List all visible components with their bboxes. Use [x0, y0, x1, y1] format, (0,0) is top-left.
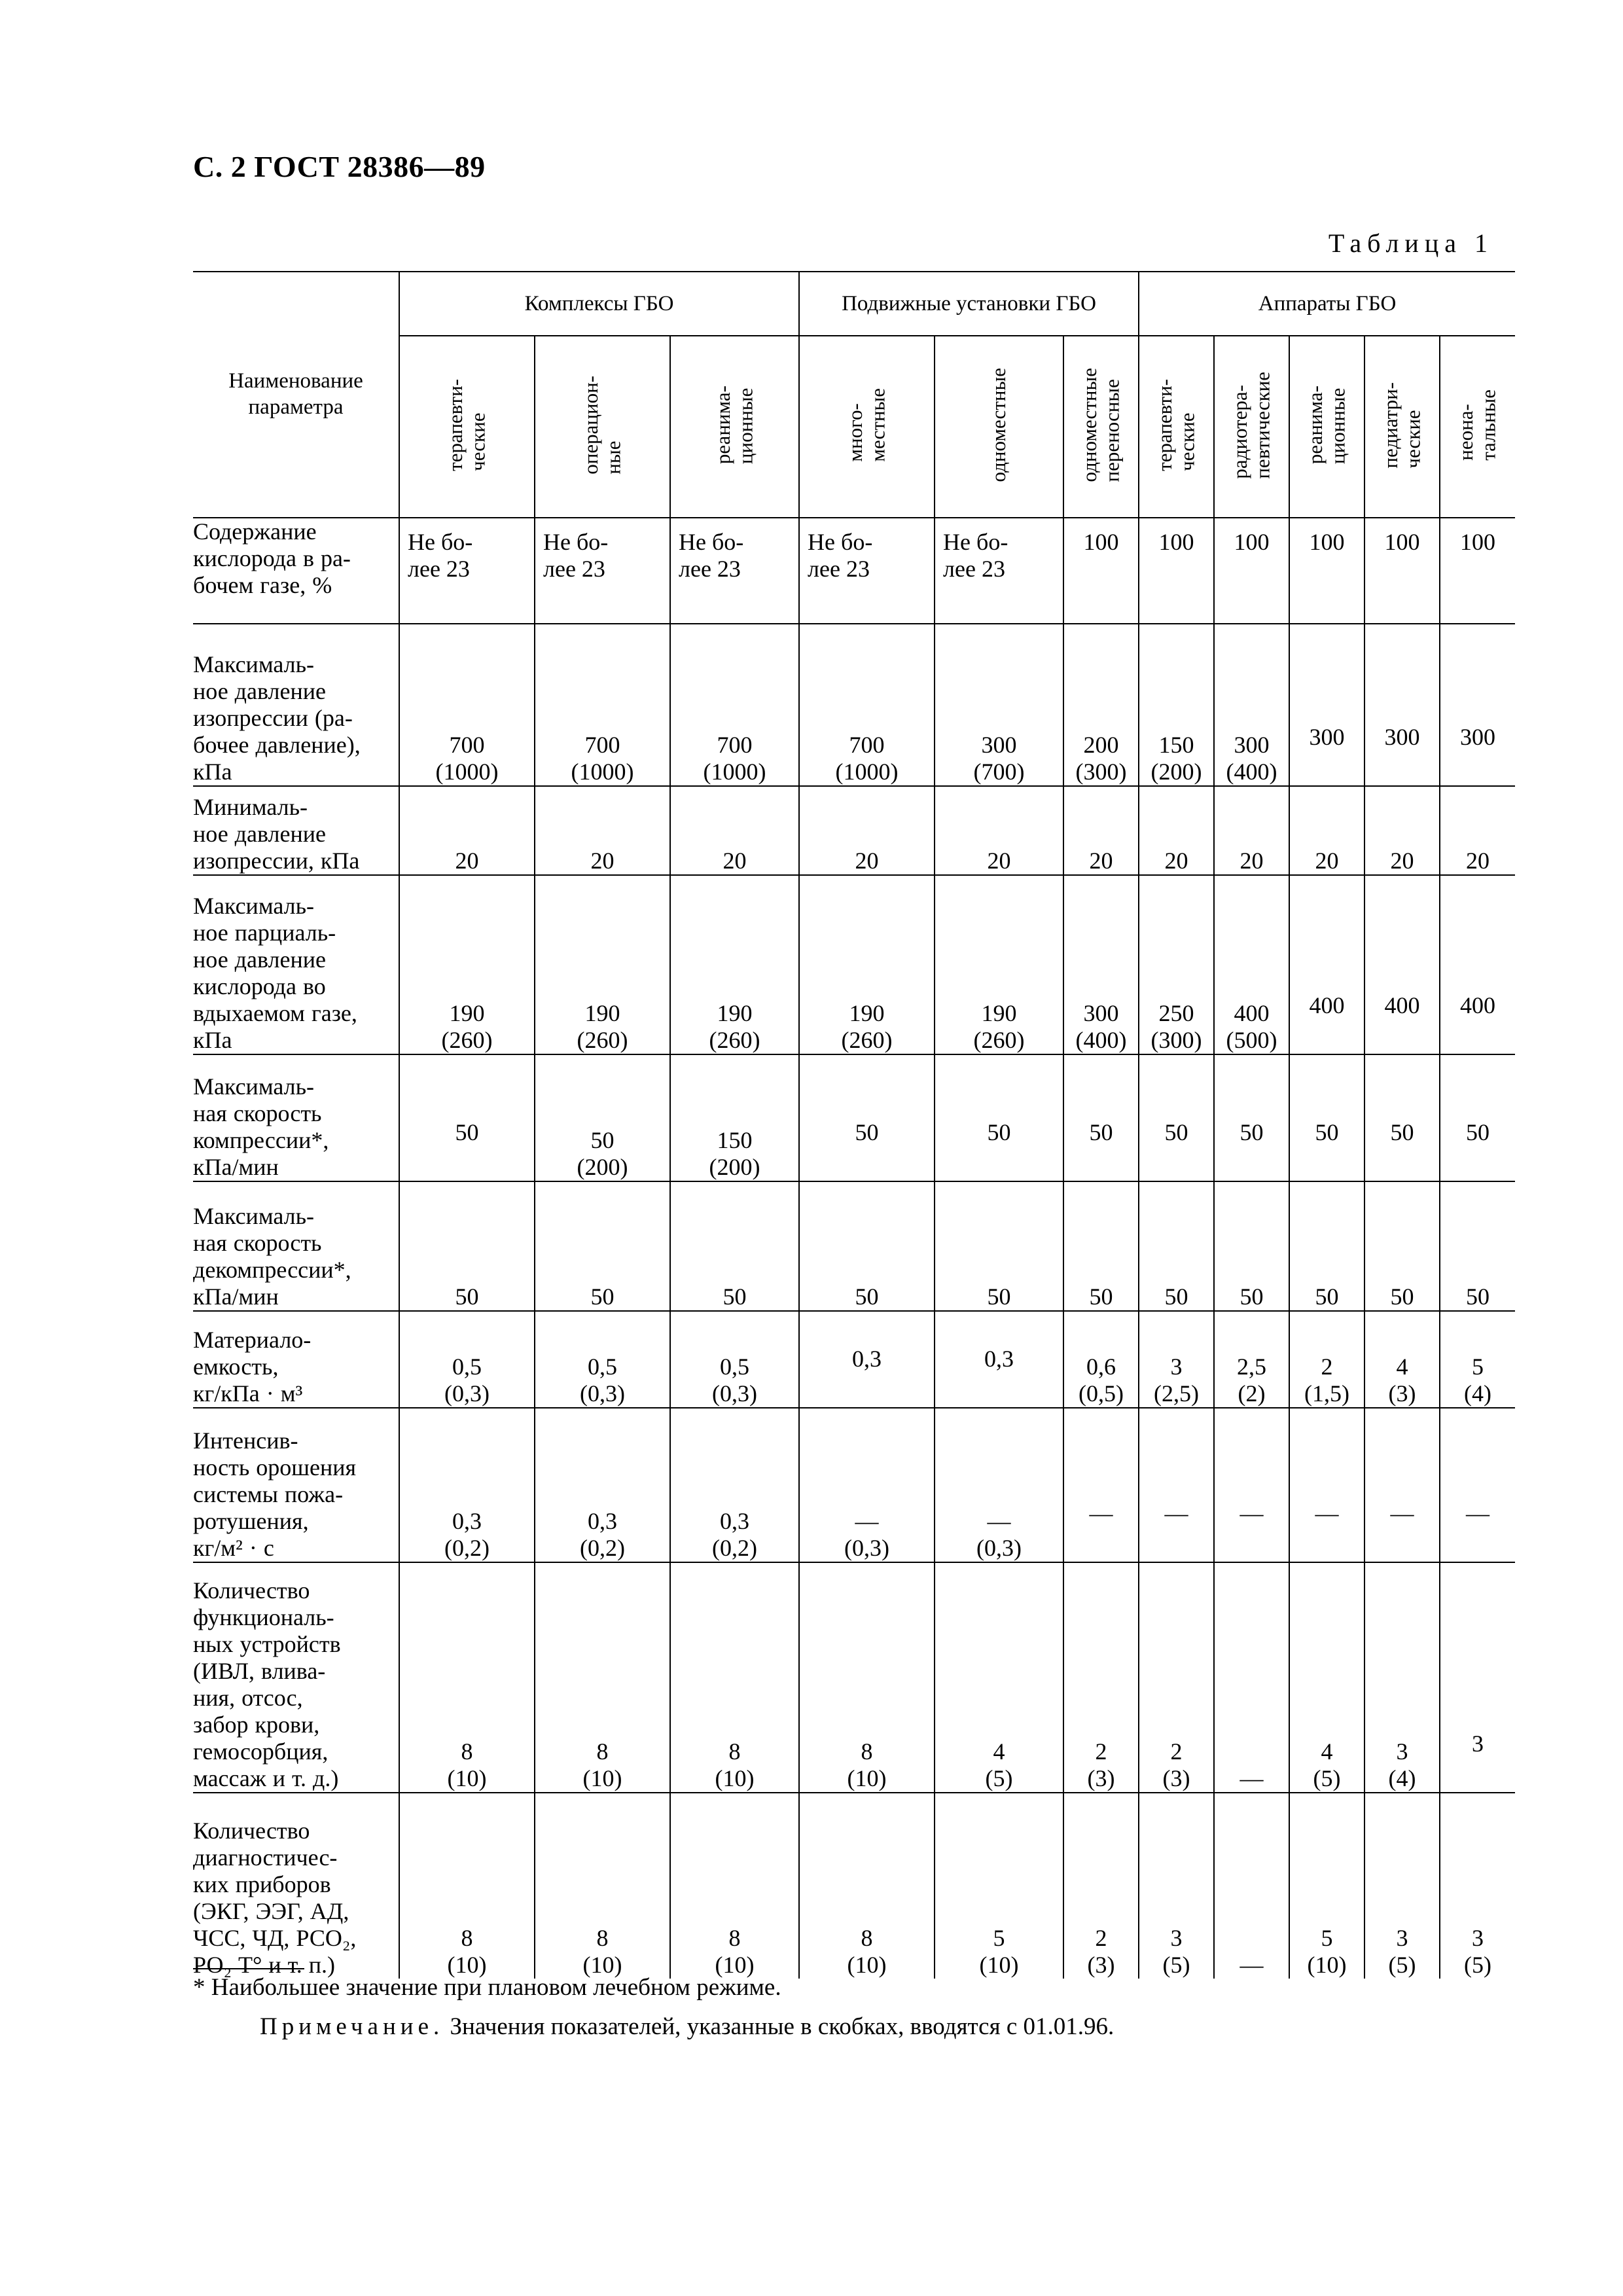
sub-header-text: терапевти- ческие	[443, 379, 490, 471]
table-cell: 5 (10)	[935, 1793, 1063, 1979]
table-cell: 20	[1440, 786, 1515, 875]
note-text: Значения показателей, указанные в скобках, вводятся с 01.01.96.	[444, 2013, 1115, 2040]
table-cell: 2 (3)	[1063, 1793, 1139, 1979]
table-cell: 0,3 (0,2)	[670, 1408, 799, 1562]
row-param-name: Содержание кислорода в ра- бочем газе, %	[193, 518, 399, 624]
table-cell: 700 (1000)	[399, 624, 535, 786]
table-cell: 50	[799, 1181, 935, 1311]
table-cell: 300 (400)	[1214, 624, 1289, 786]
group-header-mobile-units: Подвижные установки ГБО	[799, 272, 1139, 336]
table-cell: 2,5 (2)	[1214, 1311, 1289, 1408]
table-cell: —	[1440, 1408, 1515, 1562]
table-cell: 50	[799, 1054, 935, 1181]
table-cell: 8 (10)	[535, 1562, 670, 1793]
row-param-name: Материало- емкость, кг/кПа · м³	[193, 1311, 399, 1408]
table-row	[193, 1408, 1515, 1562]
parameters-table	[193, 271, 1515, 1979]
table-cell: 0,5 (0,3)	[670, 1311, 799, 1408]
table-cell: 4 (3)	[1364, 1311, 1440, 1408]
table-cell: 50	[399, 1181, 535, 1311]
row-param-name: Максималь- ная скорость декомпрессии*, кПа/мин	[193, 1181, 399, 1311]
table-cell: 190 (260)	[799, 875, 935, 1054]
table-cell: 50	[1440, 1054, 1515, 1181]
table-cell: 100	[1289, 518, 1364, 624]
table-cell: 190 (260)	[399, 875, 535, 1054]
table-cell: 8 (10)	[799, 1562, 935, 1793]
table-cell: —	[1139, 1408, 1214, 1562]
table-cell: 0,3	[799, 1311, 935, 1408]
table-label: Таблица 1	[1328, 228, 1493, 258]
table-cell: 0,3	[935, 1311, 1063, 1408]
table-cell: Не бо- лее 23	[935, 518, 1063, 624]
table-cell: 400 (500)	[1214, 875, 1289, 1054]
table-cell: 50 (200)	[535, 1054, 670, 1181]
note-label: Примечание.	[260, 2013, 444, 2040]
sub-header	[535, 336, 670, 518]
sub-header	[1139, 336, 1214, 518]
table-cell: 0,6 (0,5)	[1063, 1311, 1139, 1408]
table-cell: 50	[1214, 1054, 1289, 1181]
table-cell: 20	[1063, 786, 1139, 875]
table-cell: 0,3 (0,2)	[535, 1408, 670, 1562]
page-header: С. 2 ГОСТ 28386—89	[193, 150, 486, 183]
table-cell: 3 (2,5)	[1139, 1311, 1214, 1408]
table-cell: —	[1063, 1408, 1139, 1562]
table-cell: 50	[1289, 1181, 1364, 1311]
table-cell: 20	[1139, 786, 1214, 875]
table-cell: 20	[535, 786, 670, 875]
table-row	[193, 1793, 1515, 1979]
table-cell: 50	[1063, 1181, 1139, 1311]
sub-header	[935, 336, 1063, 518]
table-cell: 0,5 (0,3)	[399, 1311, 535, 1408]
table-cell: 3	[1440, 1562, 1515, 1793]
table-cell: 100	[1214, 518, 1289, 624]
table-cell: 5 (4)	[1440, 1311, 1515, 1408]
table-cell: —	[1214, 1408, 1289, 1562]
table-cell: 50	[935, 1054, 1063, 1181]
table-cell: 20	[1364, 786, 1440, 875]
sub-header-text: операцион- ные	[579, 376, 625, 475]
table-cell: Не бо- лее 23	[799, 518, 935, 624]
table-cell: 2 (3)	[1139, 1562, 1214, 1793]
table-cell: 20	[799, 786, 935, 875]
table-cell: 100	[1139, 518, 1214, 624]
table-cell: 300	[1440, 624, 1515, 786]
table-cell: —	[1214, 1562, 1289, 1793]
table-cell: 50	[935, 1181, 1063, 1311]
table-cell: 8 (10)	[799, 1793, 935, 1979]
table-cell: 50	[1440, 1181, 1515, 1311]
table-cell: 3 (5)	[1440, 1793, 1515, 1979]
table-row	[193, 1311, 1515, 1408]
table-cell: 3 (4)	[1364, 1562, 1440, 1793]
param-column-header-text: Наименование параметра	[228, 369, 363, 419]
table-cell: 50	[1364, 1054, 1440, 1181]
sub-header	[1440, 336, 1515, 518]
table-row	[193, 1562, 1515, 1793]
table-cell: 190 (260)	[935, 875, 1063, 1054]
table-note	[260, 2013, 1114, 2041]
table-cell: 150 (200)	[670, 1054, 799, 1181]
table-cell: 20	[1289, 786, 1364, 875]
table-cell: 20	[935, 786, 1063, 875]
table-cell: 5 (10)	[1289, 1793, 1364, 1979]
table-cell: 4 (5)	[935, 1562, 1063, 1793]
table-cell: 300	[1289, 624, 1364, 786]
table-cell: 50	[1364, 1181, 1440, 1311]
table-cell: 300 (400)	[1063, 875, 1139, 1054]
table-cell: 3 (5)	[1139, 1793, 1214, 1979]
table-cell: 8 (10)	[670, 1793, 799, 1979]
table-cell: 150 (200)	[1139, 624, 1214, 786]
table-cell: 700 (1000)	[670, 624, 799, 786]
table-cell: 20	[670, 786, 799, 875]
table-cell: 400	[1440, 875, 1515, 1054]
table-cell: 4 (5)	[1289, 1562, 1364, 1793]
table-cell: 400	[1289, 875, 1364, 1054]
sub-header	[799, 336, 935, 518]
row-param-name: Количество функциональ- ных устройств (ИВЛ, влива- ния, отсос, забор крови, гемосорбция, массаж и т. д.)	[193, 1562, 399, 1793]
table-row	[193, 875, 1515, 1054]
footnote: * Наибольшее значение при плановом лечебном режиме.	[193, 1974, 781, 2001]
sub-header	[1289, 336, 1364, 518]
row-param-name: Максималь- ное давление изопрессии (ра- бочее давление), кПа	[193, 624, 399, 786]
sub-header-text: неона- тальные	[1454, 389, 1501, 461]
table-cell: 50	[1214, 1181, 1289, 1311]
table-cell: 100	[1063, 518, 1139, 624]
table-cell: 50	[670, 1181, 799, 1311]
sub-header	[670, 336, 799, 518]
table-cell: 2 (1,5)	[1289, 1311, 1364, 1408]
sub-header	[399, 336, 535, 518]
row-param-name: Максималь- ная скорость компрессии*, кПа/мин	[193, 1054, 399, 1181]
table-cell: 50	[1139, 1181, 1214, 1311]
param-column-header	[193, 272, 399, 518]
table-row	[193, 786, 1515, 875]
table-cell: 700 (1000)	[535, 624, 670, 786]
table-row	[193, 1181, 1515, 1311]
sub-header-text: радиотера- певтические	[1228, 371, 1274, 479]
table-cell: 50	[399, 1054, 535, 1181]
group-header-complexes: Комплексы ГБО	[399, 272, 799, 336]
row-param-name: Минималь- ное давление изопрессии, кПа	[193, 786, 399, 875]
table-cell: 250 (300)	[1139, 875, 1214, 1054]
table-cell: Не бо- лее 23	[535, 518, 670, 624]
table-cell: 8 (10)	[670, 1562, 799, 1793]
sub-header-text: реанима- ционные	[711, 386, 757, 465]
row-param-name: Интенсив- ность орошения системы пожа- ротушения, кг/м² · с	[193, 1408, 399, 1562]
table-cell: 400	[1364, 875, 1440, 1054]
table-cell: 20	[399, 786, 535, 875]
table-row	[193, 624, 1515, 786]
sub-header-text: педиатри- ческие	[1378, 382, 1425, 469]
sub-header-text: реанима- ционные	[1303, 386, 1349, 465]
sub-header-text: одноместные	[987, 368, 1010, 482]
table-cell: — (0,3)	[935, 1408, 1063, 1562]
table-cell: 8 (10)	[399, 1793, 535, 1979]
table-cell: 700 (1000)	[799, 624, 935, 786]
table-cell: 8 (10)	[535, 1793, 670, 1979]
table-cell: 300	[1364, 624, 1440, 786]
table-cell: 200 (300)	[1063, 624, 1139, 786]
table-row	[193, 1054, 1515, 1181]
table-cell: 8 (10)	[399, 1562, 535, 1793]
table-cell: —	[1214, 1793, 1289, 1979]
table-cell: 50	[1063, 1054, 1139, 1181]
table-cell: —	[1364, 1408, 1440, 1562]
table-cell: 100	[1364, 518, 1440, 624]
sub-header-text: одноместные переносные	[1077, 368, 1124, 482]
sub-header	[1364, 336, 1440, 518]
table-cell: 190 (260)	[670, 875, 799, 1054]
sub-header	[1214, 336, 1289, 518]
table-cell: 20	[1214, 786, 1289, 875]
table-cell: — (0,3)	[799, 1408, 935, 1562]
footnote-divider	[193, 1968, 304, 1969]
table-cell: Не бо- лее 23	[670, 518, 799, 624]
table-cell: 100	[1440, 518, 1515, 624]
sub-header-text: терапевти- ческие	[1152, 379, 1199, 471]
table-cell: 50	[1289, 1054, 1364, 1181]
sub-header-text: много- местные	[843, 388, 889, 462]
sub-header	[1063, 336, 1139, 518]
table-cell: 0,5 (0,3)	[535, 1311, 670, 1408]
row-param-name: Максималь- ное парциаль- ное давление кислорода во вдыхаемом газе, кПа	[193, 875, 399, 1054]
table-cell: 0,3 (0,2)	[399, 1408, 535, 1562]
table-cell: 50	[535, 1181, 670, 1311]
table-row	[193, 518, 1515, 624]
table-cell: 50	[1139, 1054, 1214, 1181]
table-cell: —	[1289, 1408, 1364, 1562]
table-cell: 3 (5)	[1364, 1793, 1440, 1979]
row-param-name: Количество диагностичес- ких приборов (ЭКГ, ЭЭГ, АД, ЧСС, ЧД, РСО₂, РО₂ T° и т. п.)	[193, 1793, 399, 1979]
table-cell: 300 (700)	[935, 624, 1063, 786]
table-cell: 190 (260)	[535, 875, 670, 1054]
group-header-apparatus: Аппараты ГБО	[1139, 272, 1515, 336]
table-cell: 2 (3)	[1063, 1562, 1139, 1793]
table-cell: Не бо- лее 23	[399, 518, 535, 624]
